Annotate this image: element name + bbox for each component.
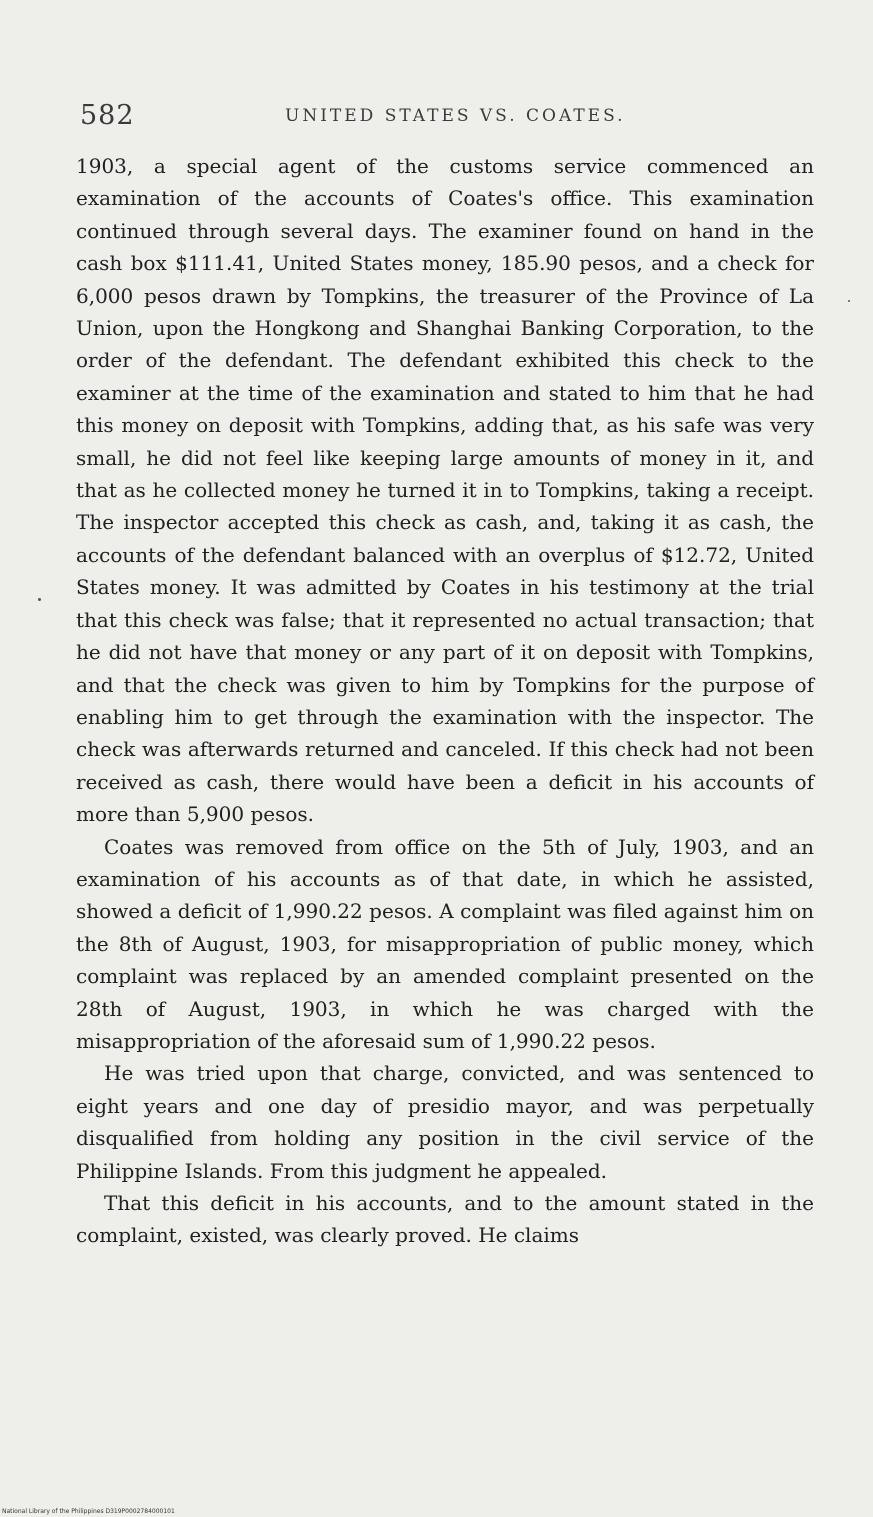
scan-credit: National Library of the Philippines D319P0002784000101 (2, 1508, 175, 1515)
paragraph-sentence: He was tried upon that charge, convicted, and was sentenced to eight years and one day of presidio mayor, and was perpetually disqualified from holding any position in the civil service of the Philippine Islands. From this judgment he appealed. (76, 1061, 814, 1183)
page-number: 582 (80, 100, 135, 131)
scan-speck (848, 300, 850, 302)
paragraph-deficit-proved: That this deficit in his accounts, and to the amount stated in the complaint, existed, was clearly proved. He claims (76, 1191, 814, 1248)
page-header (80, 100, 810, 140)
running-head: UNITED STATES VS. COATES. (285, 106, 626, 126)
body-text (76, 150, 814, 1252)
paragraph-removal-from-office: Coates was removed from office on the 5th of July, 1903, and an examination of his accounts as of that date, in which he assisted, showed a deficit of 1,990.22 pesos. A complaint was filed against him on the 8th of August, 1903, for misappropriation of public money, which complaint was replaced by an amended complaint presented on the 28th of August, 1903, in which he was charged with the misappropriation of the aforesaid sum of 1,990.22 pesos. (76, 834, 814, 1053)
paragraph-continuation: 1903, a special agent of the customs service commenced an examination of the accounts of Coates's office. This examination continued through several days. The examiner found on hand in the cash box $111.41, United States money, 185.90 pesos, and a check for 6,000 pesos drawn by Tompkins, the treasurer of the Province of La Union, upon the Hongkong and Shanghai Banking Corporation, to the order of the defendant. The defendant exhibited this check to the examiner at the time of the examination and stated to him that he had this money on deposit with Tompkins, adding that, as his safe was very small, he did not feel like keeping large amounts of money in it, and that as he collected money he turned it in to Tompkins, taking a receipt. The inspector accepted this check as cash, and, taking it as cash, the accounts of the defendant balanced with an overplus of $12.72, United States money. It was admitted by Coates in his testimony at the trial that this check was false; that it represented no actual transaction; that he did not have that money or any part of it on deposit with Tompkins, and that the check was given to him by Tompkins for the purpose of enabling him to get through the examination with the inspector. The check was afterwards returned and canceled. If this check had not been received as cash, there would have been a deficit in his accounts of more than 5,900 pesos. (76, 154, 814, 827)
scan-speck (38, 598, 41, 601)
